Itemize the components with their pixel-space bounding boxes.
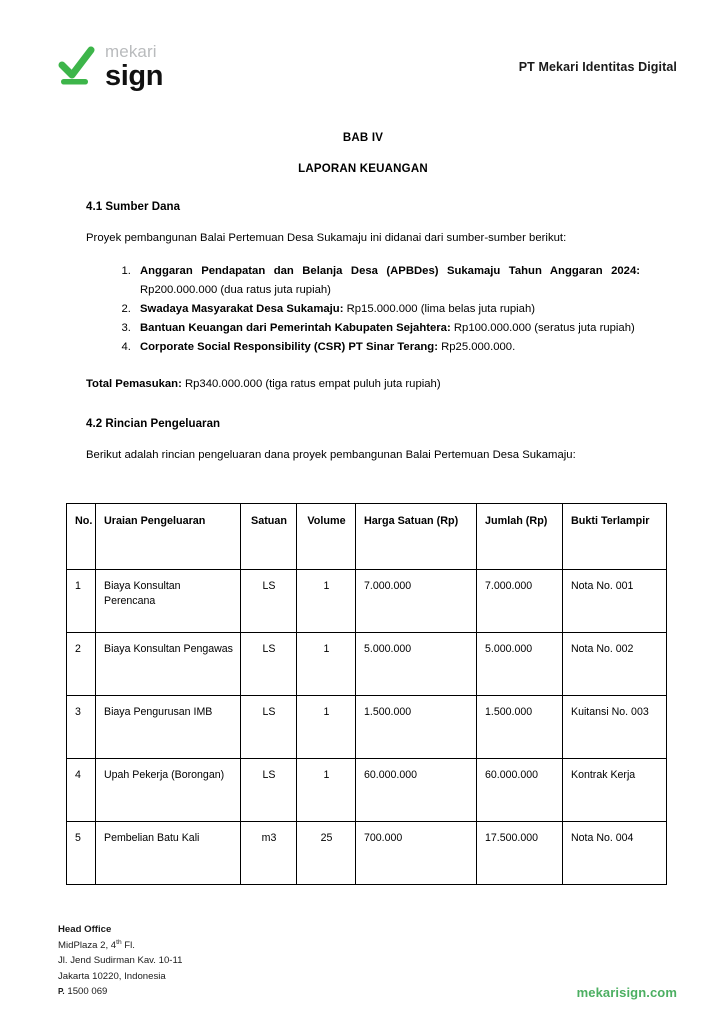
address-line-1-pre: MidPlaza 2, 4 xyxy=(58,939,117,951)
list-item xyxy=(134,338,640,356)
list-item xyxy=(134,262,640,299)
cell-uraian: Pembelian Batu Kali xyxy=(96,822,241,885)
document-title: LAPORAN KEUANGAN xyxy=(298,163,428,175)
table-row xyxy=(67,696,667,759)
chapter-title: BAB IV xyxy=(342,132,384,144)
logo-word-sign: sign xyxy=(105,60,164,92)
funding-intro-paragraph: Proyek pembangunan Balai Pertemuan Desa Sukamaju ini didanai dari sumber-sumber berikut: xyxy=(86,232,567,244)
address-line-1-post: Fl. xyxy=(121,939,135,951)
address-line-2: Jl. Jend Sudirman Kav. 10-11 xyxy=(58,955,183,967)
cell-uraian: Biaya Pengurusan IMB xyxy=(96,696,241,759)
column-header-satuan: Satuan xyxy=(241,504,297,570)
cell-harga-satuan: 7.000.000 xyxy=(356,570,477,633)
cell-volume: 1 xyxy=(297,633,356,696)
cell-satuan: LS xyxy=(241,759,297,822)
funding-item-label: Anggaran Pendapatan dan Belanja Desa (APBDes) Sukamaju Tahun Anggaran 2024: xyxy=(140,265,640,278)
column-header-volume: Volume xyxy=(297,504,356,570)
address-floor-suffix: th xyxy=(116,938,122,946)
funding-item-label: Corporate Social Responsibility (CSR) PT Sinar Terang: xyxy=(140,341,438,354)
cell-bukti: Kontrak Kerja xyxy=(563,759,667,822)
cell-harga-satuan: 1.500.000 xyxy=(356,696,477,759)
column-header-harga-satuan: Harga Satuan (Rp) xyxy=(356,504,477,570)
table-header-row xyxy=(67,504,667,570)
address-line-1 xyxy=(58,938,182,954)
section-heading-funding: 4.1 Sumber Dana xyxy=(86,201,181,213)
cell-satuan: m3 xyxy=(241,822,297,885)
expenses-intro-paragraph: Berikut adalah rincian pengeluaran dana proyek pembangunan Balai Pertemuan Desa Sukamaju: xyxy=(86,449,576,462)
cell-bukti: Nota No. 002 xyxy=(563,633,667,696)
phone-line xyxy=(58,984,182,1000)
column-header-bukti-terlampir: Bukti Terlampir xyxy=(563,504,667,570)
head-office-address xyxy=(58,922,182,1000)
list-item xyxy=(134,319,640,337)
cell-bukti: Kuitansi No. 003 xyxy=(563,696,667,759)
head-office-label: Head Office xyxy=(58,924,112,936)
cell-uraian: Biaya Konsultan Perencana xyxy=(96,570,241,633)
cell-volume: 1 xyxy=(297,759,356,822)
cell-volume: 1 xyxy=(297,570,356,633)
cell-uraian: Biaya Konsultan Pengawas xyxy=(96,633,241,696)
cell-volume: 1 xyxy=(297,696,356,759)
cell-no: 1 xyxy=(67,570,96,633)
cell-bukti: Nota No. 001 xyxy=(563,570,667,633)
list-item xyxy=(134,300,640,318)
funding-sources-list xyxy=(86,262,640,356)
website-link[interactable]: mekarisign.com xyxy=(576,985,677,1000)
cell-jumlah: 5.000.000 xyxy=(477,633,563,696)
green-check-logo-icon xyxy=(58,46,96,88)
cell-volume: 25 xyxy=(297,822,356,885)
cell-satuan: LS xyxy=(241,570,297,633)
cell-no: 4 xyxy=(67,759,96,822)
cell-jumlah: 1.500.000 xyxy=(477,696,563,759)
logo-word-mekari: mekari xyxy=(105,42,157,61)
column-header-uraian: Uraian Pengeluaran xyxy=(96,504,241,570)
cell-no: 2 xyxy=(67,633,96,696)
total-income-line xyxy=(86,375,640,393)
column-header-no: No. xyxy=(67,504,96,570)
phone-prefix: P. xyxy=(58,987,65,997)
cell-harga-satuan: 700.000 xyxy=(356,822,477,885)
funding-item-value: Rp25.000.000. xyxy=(441,341,516,354)
document-footer xyxy=(58,922,677,1000)
total-income-label: Total Pemasukan: xyxy=(86,377,182,390)
cell-bukti: Nota No. 004 xyxy=(563,822,667,885)
cell-uraian: Upah Pekerja (Borongan) xyxy=(96,759,241,822)
cell-jumlah: 17.500.000 xyxy=(477,822,563,885)
funding-item-label: Swadaya Masyarakat Desa Sukamaju: xyxy=(140,302,344,315)
table-row xyxy=(67,759,667,822)
logo-wordmark xyxy=(105,43,163,91)
table-row xyxy=(67,633,667,696)
funding-item-value: Rp15.000.000 (lima belas juta rupiah) xyxy=(346,302,536,315)
funding-item-value: Rp200.000.000 (dua ratus juta rupiah) xyxy=(140,283,331,296)
cell-harga-satuan: 60.000.000 xyxy=(356,759,477,822)
cell-satuan: LS xyxy=(241,633,297,696)
cell-satuan: LS xyxy=(241,696,297,759)
cell-harga-satuan: 5.000.000 xyxy=(356,633,477,696)
cell-no: 5 xyxy=(67,822,96,885)
mekari-sign-logo xyxy=(58,43,163,91)
company-name: PT Mekari Identitas Digital xyxy=(518,60,677,74)
funding-item-value: Rp100.000.000 (seratus juta rupiah) xyxy=(453,322,635,335)
cell-jumlah: 7.000.000 xyxy=(477,570,563,633)
cell-jumlah: 60.000.000 xyxy=(477,759,563,822)
table-row xyxy=(67,822,667,885)
document-header xyxy=(58,34,677,100)
phone-number: 1500 069 xyxy=(67,986,108,998)
column-header-jumlah: Jumlah (Rp) xyxy=(477,504,563,570)
cell-no: 3 xyxy=(67,696,96,759)
expense-table-container xyxy=(66,503,666,885)
table-row xyxy=(67,570,667,633)
address-line-3: Jakarta 10220, Indonesia xyxy=(58,970,166,982)
funding-item-label: Bantuan Keuangan dari Pemerintah Kabupaten Sejahtera: xyxy=(140,322,451,335)
expense-table xyxy=(66,503,667,885)
total-income-value: Rp340.000.000 (tiga ratus empat puluh juta rupiah) xyxy=(184,377,441,390)
section-heading-expenses: 4.2 Rincian Pengeluaran xyxy=(86,418,221,431)
document-content xyxy=(86,132,640,464)
